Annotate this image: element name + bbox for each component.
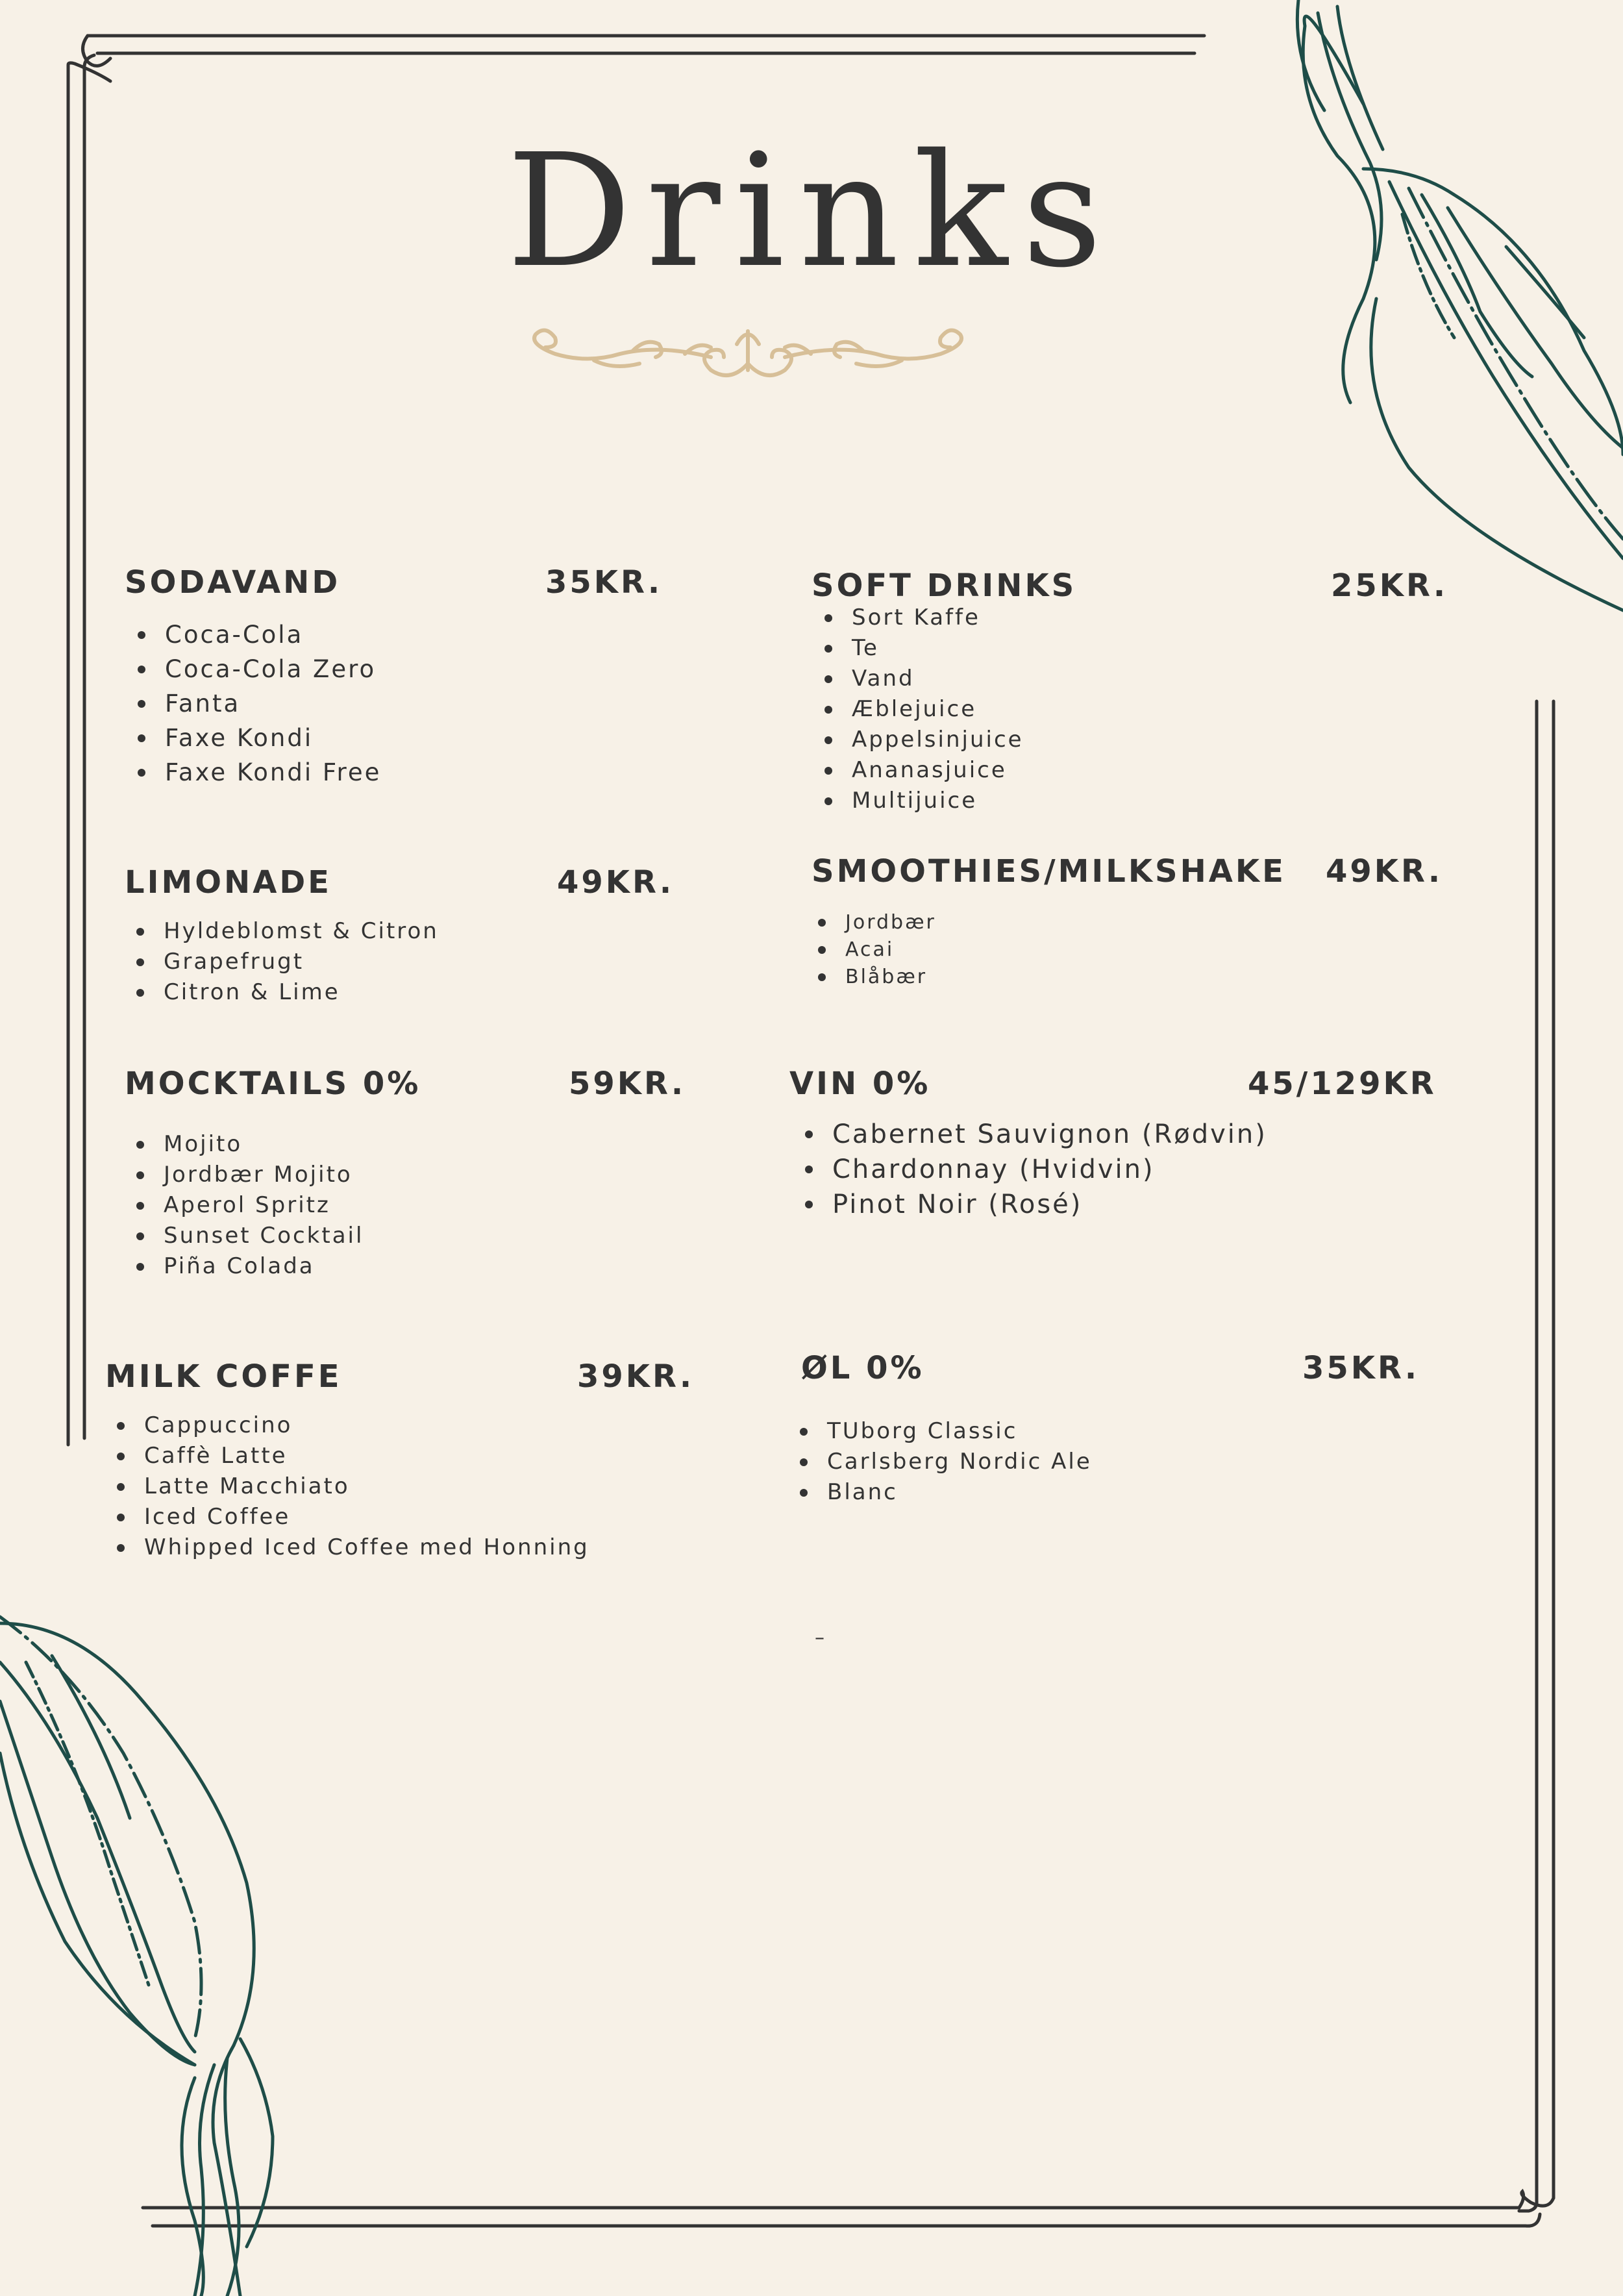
list-item: Fanta — [165, 686, 381, 721]
section-heading: ØL 0% — [801, 1350, 924, 1386]
list-item: Jordbær Mojito — [164, 1160, 364, 1190]
section-price: 59KR. — [569, 1066, 686, 1102]
item-list — [801, 1416, 1092, 1508]
list-item: Faxe Kondi Free — [165, 755, 381, 790]
section-price: 35KR. — [545, 564, 663, 601]
list-item: Faxe Kondi — [165, 721, 381, 755]
list-item: Aperol Spritz — [164, 1190, 364, 1221]
list-item: Mojito — [164, 1129, 364, 1160]
scroll-ornament-icon — [516, 318, 980, 396]
list-item: Latte Macchiato — [144, 1471, 589, 1502]
list-item: Appelsinjuice — [852, 725, 1024, 755]
footer-mark: – — [815, 1627, 824, 1649]
list-item: TUborg Classic — [827, 1416, 1092, 1447]
list-item: Sort Kaffe — [852, 603, 1024, 633]
list-item: Cappuccino — [144, 1410, 589, 1441]
list-item: Jordbær — [845, 909, 936, 936]
list-item: Coca-Cola Zero — [165, 652, 381, 686]
section-heading: SMOOTHIES/MILKSHAKE — [812, 853, 1286, 890]
section-price: 49KR. — [1326, 853, 1443, 890]
section-price: 35KR. — [1302, 1350, 1420, 1386]
list-item: Multijuice — [852, 786, 1024, 816]
section-heading: SODAVAND — [125, 564, 341, 601]
list-item: Grapefrugt — [164, 947, 439, 977]
list-item: Hyldeblomst & Citron — [164, 916, 439, 947]
section-heading: SOFT DRINKS — [812, 568, 1077, 604]
list-item: Sunset Cocktail — [164, 1221, 364, 1251]
list-item: Æblejuice — [852, 694, 1024, 725]
item-list — [125, 618, 381, 790]
list-item: Acai — [845, 936, 936, 964]
list-item: Caffè Latte — [144, 1441, 589, 1471]
leaf-top-right-icon — [1297, 0, 1623, 610]
list-item: Blanc — [827, 1477, 1092, 1508]
section-heading: LIMONADE — [125, 864, 332, 901]
list-item: Ananasjuice — [852, 755, 1024, 786]
list-item: Piña Colada — [164, 1251, 364, 1282]
item-list — [105, 1410, 589, 1563]
section-heading: VIN 0% — [789, 1066, 931, 1102]
section-heading: MILK COFFE — [105, 1358, 342, 1395]
list-item: Pinot Noir (Rosé) — [832, 1187, 1267, 1222]
item-list — [812, 603, 1024, 816]
list-item: Te — [852, 633, 1024, 664]
section-heading: MOCKTAILS 0% — [125, 1066, 421, 1102]
section-price: 45/129KR — [1248, 1066, 1437, 1102]
item-list — [125, 1129, 364, 1282]
list-item: Vand — [852, 664, 1024, 694]
leaf-bottom-left-icon — [0, 1617, 273, 2296]
list-item: Carlsberg Nordic Ale — [827, 1447, 1092, 1477]
list-item: Coca-Cola — [165, 618, 381, 652]
list-item: Citron & Lime — [164, 977, 439, 1008]
list-item: Chardonnay (Hvidvin) — [832, 1152, 1267, 1187]
list-item: Cabernet Sauvignon (Rødvin) — [832, 1117, 1267, 1152]
list-item: Whipped Iced Coffee med Honning — [144, 1532, 589, 1563]
section-price: 49KR. — [557, 864, 675, 901]
page-title: Drinks — [506, 120, 1117, 302]
section-price: 39KR. — [577, 1358, 695, 1395]
item-list — [789, 1117, 1267, 1222]
list-item: Iced Coffee — [144, 1502, 589, 1532]
list-item: Blåbær — [845, 964, 936, 991]
section-price: 25KR. — [1331, 568, 1448, 604]
item-list — [812, 909, 936, 991]
item-list — [125, 916, 439, 1008]
